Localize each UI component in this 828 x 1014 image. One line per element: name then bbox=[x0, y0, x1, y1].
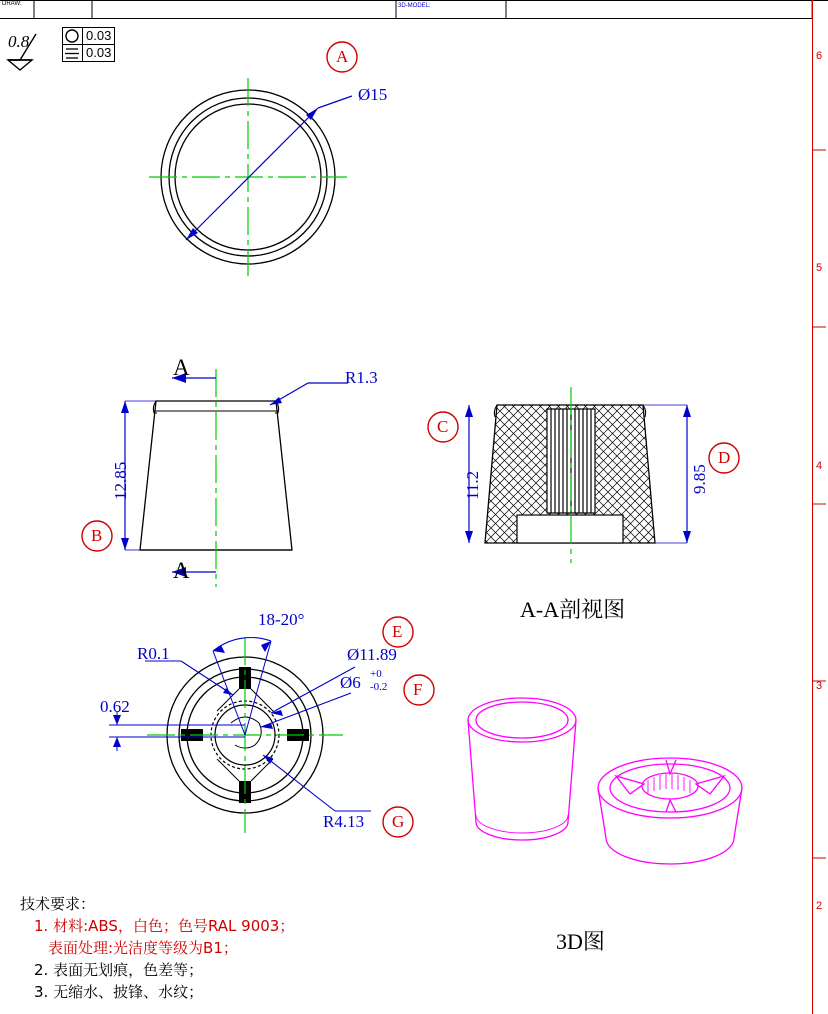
dim-9-85: 9.85 bbox=[690, 464, 709, 494]
balloon-b-label: B bbox=[91, 526, 103, 545]
note-1-no: 1. bbox=[34, 917, 49, 935]
balloon-d-label: D bbox=[718, 448, 731, 467]
dim-r13: R1.3 bbox=[345, 368, 378, 387]
section-mark-a-bottom: A bbox=[173, 558, 190, 583]
note-1-text: 材料:ABS，白色；色号RAL 9003； bbox=[53, 917, 295, 935]
front-view bbox=[110, 355, 430, 605]
gdt-value-1: 0.03 bbox=[86, 28, 112, 43]
iso-view bbox=[430, 660, 800, 900]
note-3-text: 无缩水、披锋、水纹； bbox=[53, 983, 204, 1001]
ruler-mark-4: 4 bbox=[816, 460, 823, 472]
ruler-mark-3: 3 bbox=[816, 680, 823, 692]
balloon-a-label: A bbox=[336, 47, 349, 66]
balloon-f-label: F bbox=[413, 680, 423, 699]
dim-r4-13: R4.13 bbox=[323, 812, 365, 831]
dim-0-62: 0.62 bbox=[100, 697, 130, 716]
dim-r0-1: R0.1 bbox=[137, 644, 170, 663]
dim-top-diameter: Ø15 bbox=[358, 85, 388, 104]
balloon-e-label: E bbox=[392, 622, 403, 641]
balloon-g-label: G bbox=[392, 812, 405, 831]
section-view bbox=[455, 375, 725, 585]
section-view-caption: A-A剖视图 bbox=[520, 597, 626, 622]
dim-angle: 18-20° bbox=[258, 610, 305, 629]
dim-11-2: 11.2 bbox=[463, 470, 482, 500]
notes-heading: 技术要求： bbox=[20, 895, 96, 913]
dim-d6-value: Ø6 bbox=[340, 673, 361, 692]
ruler-mark-5: 5 bbox=[816, 262, 823, 274]
ruler-mark-2: 2 bbox=[816, 900, 823, 912]
section-mark-a-top: A bbox=[173, 355, 190, 380]
draw-label: DRAW: bbox=[2, 1, 22, 7]
balloon-c-label: C bbox=[437, 417, 449, 436]
dim-d6-group bbox=[340, 668, 388, 693]
dim-height-12-85: 12.85 bbox=[111, 461, 130, 500]
note-1b-text: 表面处理:光洁度等级为B1； bbox=[48, 939, 238, 957]
iso-view-caption: 3D图 bbox=[556, 929, 605, 954]
note-3-no: 3. bbox=[34, 983, 49, 1001]
dim-d6-tol-upper: +0 bbox=[370, 668, 382, 680]
technical-requirements bbox=[20, 893, 294, 1003]
ruler-mark-6: 6 bbox=[816, 50, 823, 62]
dim-d6-tol-lower: -0.2 bbox=[370, 681, 388, 693]
note-2-text: 表面无划痕，色差等； bbox=[53, 961, 204, 979]
sheet-border-right bbox=[806, 0, 828, 1014]
model-label: 3D-MODEL: bbox=[398, 3, 431, 9]
gdt-value-2: 0.03 bbox=[86, 45, 112, 60]
dim-d11-89: Ø11.89 bbox=[347, 645, 397, 664]
surface-finish-value: 0.8 bbox=[8, 32, 30, 51]
note-2-no: 2. bbox=[34, 961, 49, 979]
